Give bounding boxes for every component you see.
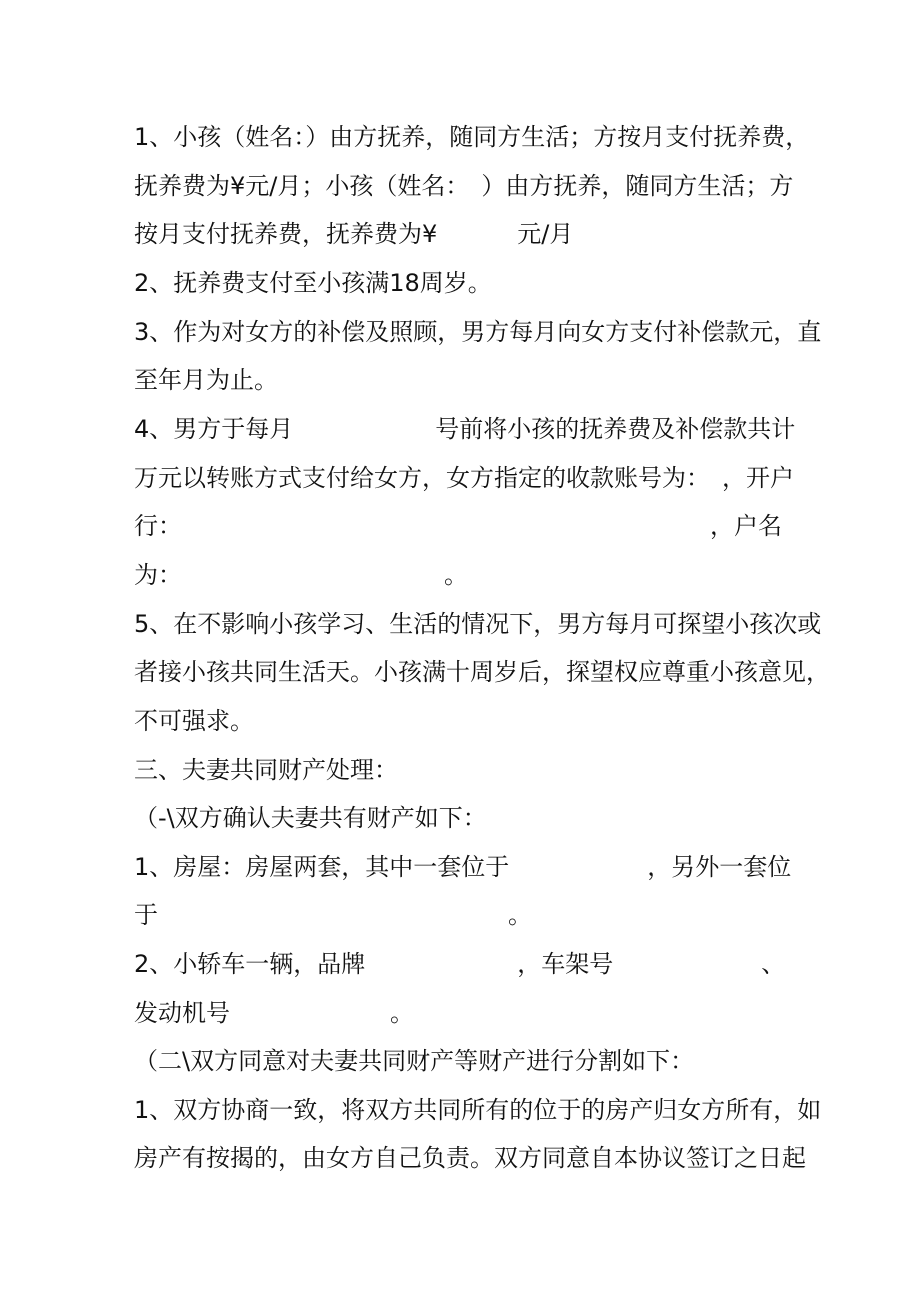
clause-text: 3、作为对女方的补偿及照顾，男方每月向女方支付补偿款元，直 [134,318,822,346]
clause-text: 。 [390,999,414,1027]
property-item-1-line-2 [134,899,532,931]
clause-5-line-1 [134,608,821,640]
subsection-heading: （二\双方同意对夫妻共同财产等财产进行分割如下： [134,1047,695,1075]
property-item-2-line-2 [134,997,414,1029]
clause-2-line-1 [134,267,492,299]
clause-4-line-4 [134,559,468,591]
clause-text: 元/月 [517,220,574,248]
subsection-heading: （-\双方确认夫妻共有财产如下： [134,804,487,832]
clause-text: 号前将小孩的抚养费及补偿款共计 [435,415,796,443]
clause-4-line-1 [134,413,795,445]
clause-5-line-3 [134,705,254,737]
section-heading: 三、夫妻共同财产处理： [134,756,398,784]
division-item-1-line-2 [134,1142,806,1174]
clause-3-line-2 [134,364,278,396]
clause-text: 发动机号 [134,999,230,1027]
clause-text: ，户名 [710,512,782,540]
clause-text: 1、双方协商一致，将双方共同所有的位于的房产归女方所有，如 [134,1096,822,1124]
division-item-1-line-1 [134,1094,821,1126]
subsection-2-heading [134,1045,694,1077]
property-item-1-line-1 [134,851,791,883]
clause-1-line-3 [134,218,573,250]
clause-text: 。 [508,901,532,929]
subsection-1-heading [134,802,487,834]
clause-text: 4、男方于每月 [134,415,294,443]
clause-1-line-2 [134,170,793,202]
clause-text: 5、在不影响小孩学习、生活的情况下，男方每月可探望小孩次或 [134,610,822,638]
clause-text: 1、小孩（姓名：）由方抚养，随同方生活；方按月支付抚养费， [134,123,810,151]
clause-text: 为： [134,561,182,589]
clause-5-line-2 [134,656,830,688]
clause-text: ，车架号 [517,950,614,978]
clause-text: 。 [444,561,468,589]
clause-4-line-3 [134,510,782,542]
clause-text: 万元以转账方式支付给女方，女方指定的收款账号为： ，开户 [134,464,794,492]
clause-text: 于 [134,901,158,929]
clause-text: 按月支付抚养费，抚养费为¥ [134,220,438,248]
clause-4-line-2 [134,462,794,494]
clause-text: 、 [761,950,786,978]
section-3-heading [134,754,398,786]
clause-text: 不可强求。 [134,707,254,735]
clause-text: 抚养费为¥元/月；小孩（姓名： ）由方抚养，随同方生活；方 [134,172,794,200]
clause-text: ，另外一套位 [647,853,792,881]
clause-text: 房产有按揭的，由女方自己负责。双方同意自本协议签订之日起 [134,1144,806,1172]
clause-text: 至年月为止。 [134,366,278,394]
property-item-2-line-1 [134,948,785,980]
clause-3-line-1 [134,316,821,348]
clause-text: 2、抚养费支付至小孩满18周岁。 [134,269,492,297]
clause-text: 1、房屋：房屋两套，其中一套位于 [134,853,510,881]
clause-1-line-1 [134,121,809,153]
clause-text: 者接小孩共同生活天。小孩满十周岁后，探望权应尊重小孩意见， [134,658,830,686]
clause-text: 行： [134,512,182,540]
clause-text: 2、小轿车一辆，品牌 [134,950,366,978]
